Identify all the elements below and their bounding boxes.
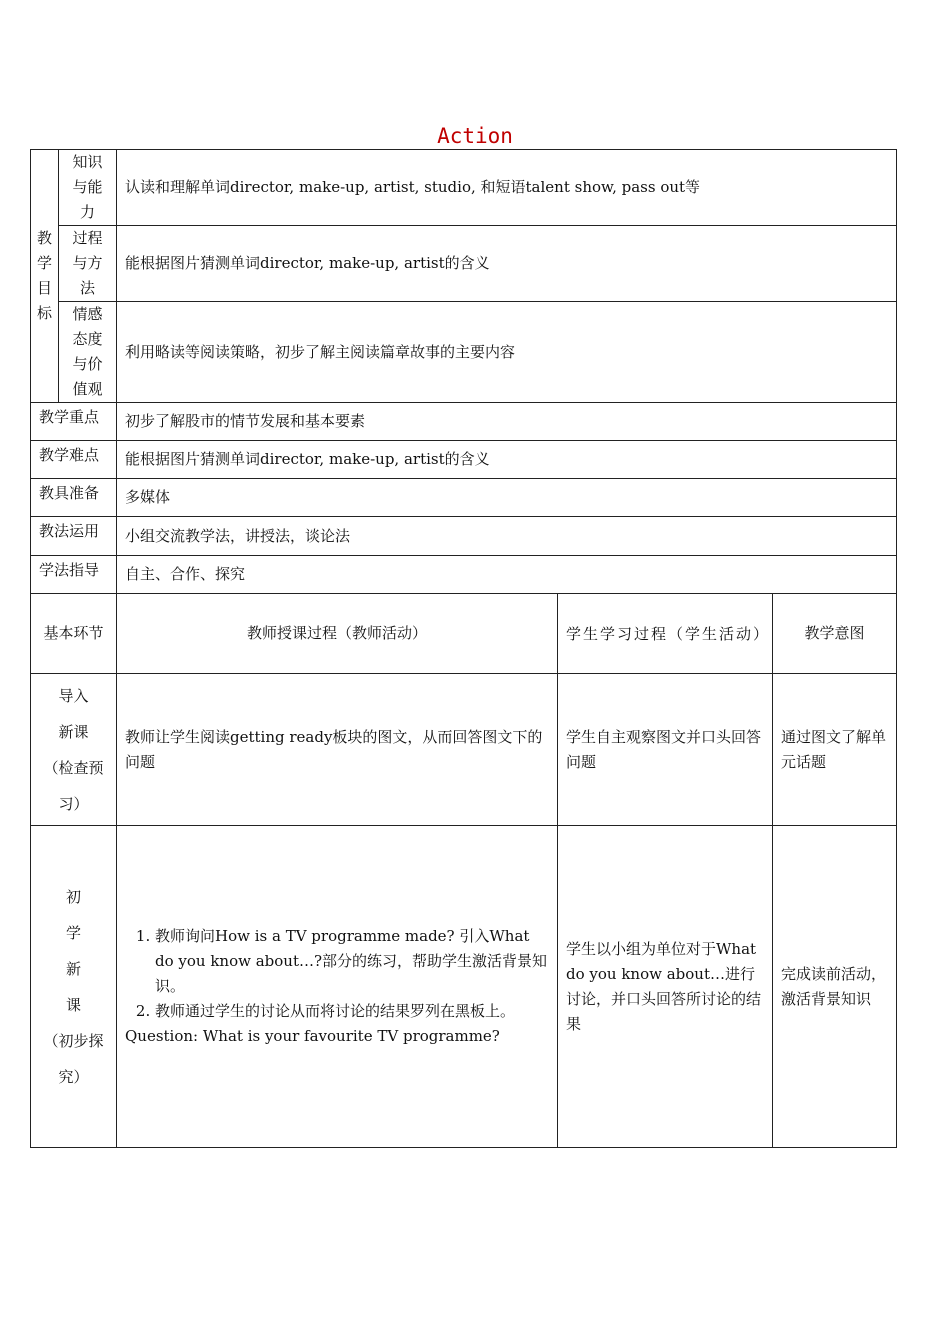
header-student: 学生学习过程（学生活动） xyxy=(558,594,773,674)
teaching-intent: 完成读前活动，激活背景知识 xyxy=(773,826,897,1148)
info-label: 教学重点 xyxy=(31,403,117,441)
stage-label: 初 学 新 课 （初步探 究） xyxy=(31,826,117,1148)
header-teacher: 教师授课过程（教师活动） xyxy=(117,594,558,674)
objective-row-attitude xyxy=(31,302,897,403)
info-row-key-points xyxy=(31,403,897,441)
objectives-label: 教 学 目 标 xyxy=(31,150,59,403)
stage-row-new-lesson xyxy=(31,826,897,1148)
info-row-difficulties xyxy=(31,441,897,479)
lesson-plan-table xyxy=(30,149,897,1148)
page-title: Action xyxy=(437,124,513,148)
info-content: 多媒体 xyxy=(117,479,897,517)
objective-sub-label: 情感 态度 与价 值观 xyxy=(59,302,117,403)
objective-content: 认读和理解单词director, make-up, artist, studio, 和短语talent show, pass out等 xyxy=(117,150,897,226)
teacher-activity-list xyxy=(125,924,549,1024)
teacher-question: Question: What is your favourite TV programme? xyxy=(125,1027,500,1045)
stage-row-intro xyxy=(31,674,897,826)
header-stage: 基本环节 xyxy=(31,594,117,674)
info-label: 教学难点 xyxy=(31,441,117,479)
info-content: 能根据图片猜测单词director, make-up, artist的含义 xyxy=(117,441,897,479)
process-header-row xyxy=(31,594,897,674)
info-content: 小组交流教学法，讲授法，谈论法 xyxy=(117,517,897,556)
stage-label: 导入 新课 （检查预 习） xyxy=(31,674,117,826)
info-content: 初步了解股市的情节发展和基本要素 xyxy=(117,403,897,441)
objective-sub-label: 过程 与方 法 xyxy=(59,226,117,302)
header-intent: 教学意图 xyxy=(773,594,897,674)
objective-sub-label: 知识 与能 力 xyxy=(59,150,117,226)
list-item: 1. 教师询问How is a TV programme made? 引入What do you know about…?部分的练习，帮助学生激活背景知识。 xyxy=(155,924,549,999)
student-activity: 学生以小组为单位对于What do you know about…进行讨论，并口头回答所讨论的结果 xyxy=(558,826,773,1148)
objective-row-knowledge xyxy=(31,150,897,226)
teacher-activity: 教师让学生阅读getting ready板块的图文，从而回答图文下的问题 xyxy=(117,674,558,826)
student-activity: 学生自主观察图文并口头回答问题 xyxy=(558,674,773,826)
objective-content: 利用略读等阅读策略，初步了解主阅读篇章故事的主要内容 xyxy=(117,302,897,403)
info-row-learning-guide xyxy=(31,556,897,594)
teaching-intent: 通过图文了解单元话题 xyxy=(773,674,897,826)
info-content: 自主、合作、探究 xyxy=(117,556,897,594)
list-item: 2. 教师通过学生的讨论从而将讨论的结果罗列在黑板上。 xyxy=(155,999,549,1024)
info-row-materials xyxy=(31,479,897,517)
info-row-methods xyxy=(31,517,897,556)
objective-row-process xyxy=(31,226,897,302)
info-label: 学法指导 xyxy=(31,556,117,594)
info-label: 教具准备 xyxy=(31,479,117,517)
teacher-activity xyxy=(117,826,558,1148)
objective-content: 能根据图片猜测单词director, make-up, artist的含义 xyxy=(117,226,897,302)
info-label: 教法运用 xyxy=(31,517,117,556)
